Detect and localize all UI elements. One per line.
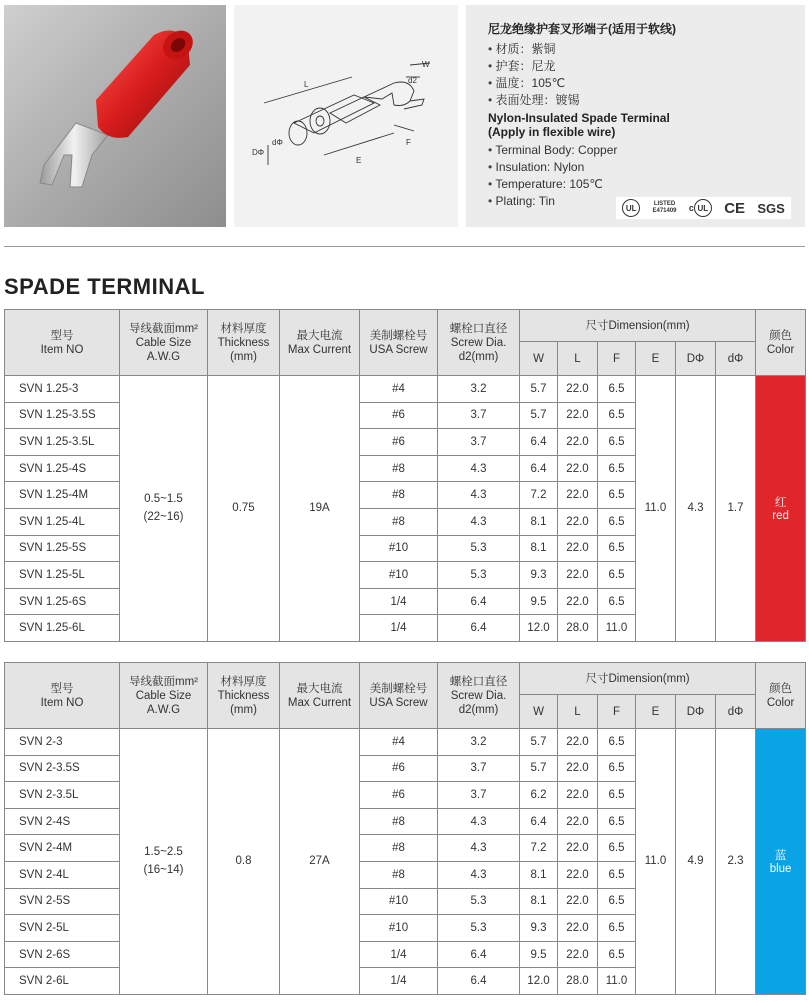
dim-l: 22.0 [558, 729, 598, 756]
col-e: E [636, 695, 676, 729]
dim-f: 6.5 [598, 402, 636, 429]
dim-l: 28.0 [558, 615, 598, 642]
screw-dia: 3.7 [438, 782, 520, 809]
dim-f: 6.5 [598, 861, 636, 888]
usa-screw: #8 [360, 835, 438, 862]
cable-size: 0.5~1.5 (22~16) [120, 376, 208, 642]
col-item: 型号 Item NO [5, 310, 120, 376]
dim-w: 9.3 [520, 915, 558, 942]
dim-w: 8.1 [520, 508, 558, 535]
dim-w: 9.3 [520, 562, 558, 589]
dim-l: 22.0 [558, 835, 598, 862]
dim-l: 22.0 [558, 782, 598, 809]
item-no: SVN 1.25-3 [5, 376, 120, 403]
usa-screw: #8 [360, 482, 438, 509]
dim-f: 6.5 [598, 562, 636, 589]
dim-f: 6.5 [598, 376, 636, 403]
dim-f: 6.5 [598, 588, 636, 615]
dim-w: 6.4 [520, 808, 558, 835]
col-screw-dia: 螺栓口直径 Screw Dia. d2(mm) [438, 310, 520, 376]
certification-logos [616, 197, 791, 219]
col-item: 型号 Item NO [5, 663, 120, 729]
dim-l: 22.0 [558, 402, 598, 429]
dim-l: 22.0 [558, 376, 598, 403]
col-color: 颜色 Color [756, 310, 806, 376]
thickness: 0.75 [208, 376, 280, 642]
item-no: SVN 1.25-4S [5, 455, 120, 482]
dim-f: 6.5 [598, 915, 636, 942]
spec-en-item: • Terminal Body: Copper [488, 142, 617, 159]
usa-screw: 1/4 [360, 968, 438, 995]
col-w: W [520, 342, 558, 376]
spec-cn-item: • 护套：尼龙 [488, 58, 580, 75]
item-no: SVN 2-4M [5, 835, 120, 862]
col-color: 颜色 Color [756, 663, 806, 729]
dim-dphi: 4.9 [676, 729, 716, 995]
item-no: SVN 2-4S [5, 808, 120, 835]
dim-w: 5.7 [520, 755, 558, 782]
item-no: SVN 1.25-5S [5, 535, 120, 562]
dim-w: 8.1 [520, 535, 558, 562]
spade-terminal-photo [4, 5, 226, 227]
item-no: SVN 2-4L [5, 861, 120, 888]
item-no: SVN 2-3.5L [5, 782, 120, 809]
section-title: SPADE TERMINAL [4, 274, 205, 299]
usa-screw: #8 [360, 455, 438, 482]
dim-w: 5.7 [520, 729, 558, 756]
spec-cn-item: • 材质：紫铜 [488, 41, 580, 58]
dim-l: 22.0 [558, 429, 598, 456]
usa-screw: #10 [360, 562, 438, 589]
col-usa-screw: 美制螺栓号 USA Screw [360, 310, 438, 376]
spec-table-blue [4, 662, 806, 995]
screw-dia: 3.7 [438, 429, 520, 456]
label-l: L [304, 80, 309, 89]
dim-w: 12.0 [520, 615, 558, 642]
spec-title-cn: 尼龙绝缘护套叉形端子(适用于软线) [488, 22, 676, 36]
col-dimension: 尺寸Dimension(mm) [520, 310, 756, 342]
dim-e: 11.0 [636, 376, 676, 642]
col-e: E [636, 342, 676, 376]
product-photo [4, 5, 226, 227]
usa-screw: #10 [360, 888, 438, 915]
item-no: SVN 1.25-4M [5, 482, 120, 509]
dim-l: 22.0 [558, 455, 598, 482]
spec-en-item: • Plating: Tin [488, 193, 617, 210]
screw-dia: 5.3 [438, 535, 520, 562]
col-cable-size: 导线截面mm² Cable Size A.W.G [120, 663, 208, 729]
spec-cn-item: • 温度：105℃ [488, 75, 580, 92]
item-no: SVN 1.25-3.5S [5, 402, 120, 429]
dim-l: 22.0 [558, 482, 598, 509]
dim-f: 11.0 [598, 968, 636, 995]
label-f: F [406, 138, 411, 147]
dim-f: 6.5 [598, 808, 636, 835]
color-cell: 红 red [756, 376, 806, 642]
color-cell: 蓝 blue [756, 729, 806, 995]
table-row [5, 729, 806, 756]
ul-logo: UL [622, 199, 640, 217]
label-e: E [356, 156, 362, 165]
usa-screw: #4 [360, 729, 438, 756]
item-no: SVN 2-5S [5, 888, 120, 915]
label-w: W [422, 60, 430, 69]
col-thickness: 材料厚度 Thickness (mm) [208, 663, 280, 729]
ce-logo: CE [724, 199, 746, 217]
item-no: SVN 2-3.5S [5, 755, 120, 782]
item-no: SVN 2-5L [5, 915, 120, 942]
spec-en-item: • Insulation: Nylon [488, 159, 617, 176]
thickness: 0.8 [208, 729, 280, 995]
screw-dia: 5.3 [438, 915, 520, 942]
item-no: SVN 1.25-5L [5, 562, 120, 589]
spec-en-item: • Temperature: 105℃ [488, 176, 617, 193]
dim-f: 6.5 [598, 729, 636, 756]
usa-screw: #10 [360, 915, 438, 942]
screw-dia: 6.4 [438, 615, 520, 642]
table-row [5, 376, 806, 403]
col-l: L [558, 695, 598, 729]
col-dphi: DΦ [676, 342, 716, 376]
spec-panel [466, 5, 805, 227]
sgs-logo: SGS [757, 200, 785, 216]
col-max-current: 最大电流 Max Current [280, 663, 360, 729]
divider [4, 246, 805, 247]
col-f: F [598, 342, 636, 376]
dim-dsmall: 2.3 [716, 729, 756, 995]
screw-dia: 4.3 [438, 808, 520, 835]
max-current: 19A [280, 376, 360, 642]
label-dsmall: dΦ [272, 138, 283, 147]
col-dsmall: dΦ [716, 695, 756, 729]
dim-f: 6.5 [598, 755, 636, 782]
cable-size: 1.5~2.5 (16~14) [120, 729, 208, 995]
col-l: L [558, 342, 598, 376]
dim-w: 9.5 [520, 588, 558, 615]
screw-dia: 6.4 [438, 941, 520, 968]
dim-w: 12.0 [520, 968, 558, 995]
screw-dia: 3.2 [438, 729, 520, 756]
item-no: SVN 1.25-3.5L [5, 429, 120, 456]
dim-f: 6.5 [598, 535, 636, 562]
item-no: SVN 1.25-4L [5, 508, 120, 535]
col-w: W [520, 695, 558, 729]
dim-l: 22.0 [558, 915, 598, 942]
col-dphi: DΦ [676, 695, 716, 729]
usa-screw: #4 [360, 376, 438, 403]
usa-screw: #8 [360, 808, 438, 835]
spec-list-cn [488, 41, 580, 109]
dim-l: 22.0 [558, 861, 598, 888]
screw-dia: 5.3 [438, 562, 520, 589]
spec-title-en-line1: Nylon-Insulated Spade Terminal [488, 111, 670, 125]
screw-dia: 3.2 [438, 376, 520, 403]
dim-l: 22.0 [558, 588, 598, 615]
item-no: SVN 2-6S [5, 941, 120, 968]
usa-screw: 1/4 [360, 615, 438, 642]
usa-screw: #6 [360, 755, 438, 782]
col-screw-dia: 螺栓口直径 Screw Dia. d2(mm) [438, 663, 520, 729]
dim-f: 11.0 [598, 615, 636, 642]
dim-dsmall: 1.7 [716, 376, 756, 642]
col-f: F [598, 695, 636, 729]
dimension-drawing [234, 5, 458, 227]
spec-title-en [488, 111, 670, 139]
dim-f: 6.5 [598, 888, 636, 915]
item-no: SVN 1.25-6S [5, 588, 120, 615]
screw-dia: 3.7 [438, 402, 520, 429]
usa-screw: 1/4 [360, 588, 438, 615]
usa-screw: 1/4 [360, 941, 438, 968]
screw-dia: 4.3 [438, 861, 520, 888]
dim-l: 22.0 [558, 508, 598, 535]
spec-title-en-line2: (Apply in flexible wire) [488, 125, 616, 139]
usa-screw: #6 [360, 782, 438, 809]
col-dimension: 尺寸Dimension(mm) [520, 663, 756, 695]
usa-screw: #10 [360, 535, 438, 562]
dim-l: 22.0 [558, 941, 598, 968]
usa-screw: #8 [360, 861, 438, 888]
dim-dphi: 4.3 [676, 376, 716, 642]
listed-mark: LISTED E471409 [652, 201, 677, 214]
col-thickness: 材料厚度 Thickness (mm) [208, 310, 280, 376]
dim-f: 6.5 [598, 455, 636, 482]
screw-dia: 3.7 [438, 755, 520, 782]
label-d2: d2 [408, 76, 417, 85]
dim-l: 22.0 [558, 808, 598, 835]
dim-w: 8.1 [520, 861, 558, 888]
dim-l: 28.0 [558, 968, 598, 995]
dim-w: 6.4 [520, 429, 558, 456]
dim-f: 6.5 [598, 782, 636, 809]
dim-w: 7.2 [520, 835, 558, 862]
screw-dia: 6.4 [438, 968, 520, 995]
dim-l: 22.0 [558, 562, 598, 589]
label-dphi: DΦ [252, 148, 265, 157]
dim-l: 22.0 [558, 755, 598, 782]
col-max-current: 最大电流 Max Current [280, 310, 360, 376]
usa-screw: #6 [360, 429, 438, 456]
screw-dia: 4.3 [438, 835, 520, 862]
dim-w: 5.7 [520, 402, 558, 429]
spec-cn-item: • 表面处理：镀锡 [488, 92, 580, 109]
dim-f: 6.5 [598, 941, 636, 968]
dim-w: 5.7 [520, 376, 558, 403]
dim-w: 7.2 [520, 482, 558, 509]
technical-drawing [234, 5, 458, 227]
dim-f: 6.5 [598, 835, 636, 862]
dim-l: 22.0 [558, 535, 598, 562]
col-dsmall: dΦ [716, 342, 756, 376]
screw-dia: 6.4 [438, 588, 520, 615]
product-header [0, 0, 809, 232]
screw-dia: 4.3 [438, 482, 520, 509]
item-no: SVN 2-6L [5, 968, 120, 995]
item-no: SVN 2-3 [5, 729, 120, 756]
dim-l: 22.0 [558, 888, 598, 915]
dim-w: 9.5 [520, 941, 558, 968]
screw-dia: 4.3 [438, 455, 520, 482]
dim-w: 6.2 [520, 782, 558, 809]
screw-dia: 4.3 [438, 508, 520, 535]
usa-screw: #6 [360, 402, 438, 429]
max-current: 27A [280, 729, 360, 995]
dim-w: 6.4 [520, 455, 558, 482]
col-usa-screw: 美制螺栓号 USA Screw [360, 663, 438, 729]
dim-f: 6.5 [598, 429, 636, 456]
dim-f: 6.5 [598, 508, 636, 535]
cul-logo: c UL [689, 199, 712, 217]
dim-w: 8.1 [520, 888, 558, 915]
spec-table-red [4, 309, 806, 642]
usa-screw: #8 [360, 508, 438, 535]
item-no: SVN 1.25-6L [5, 615, 120, 642]
screw-dia: 5.3 [438, 888, 520, 915]
spec-list-en [488, 142, 617, 210]
col-cable-size: 导线截面mm² Cable Size A.W.G [120, 310, 208, 376]
dim-f: 6.5 [598, 482, 636, 509]
dim-e: 11.0 [636, 729, 676, 995]
